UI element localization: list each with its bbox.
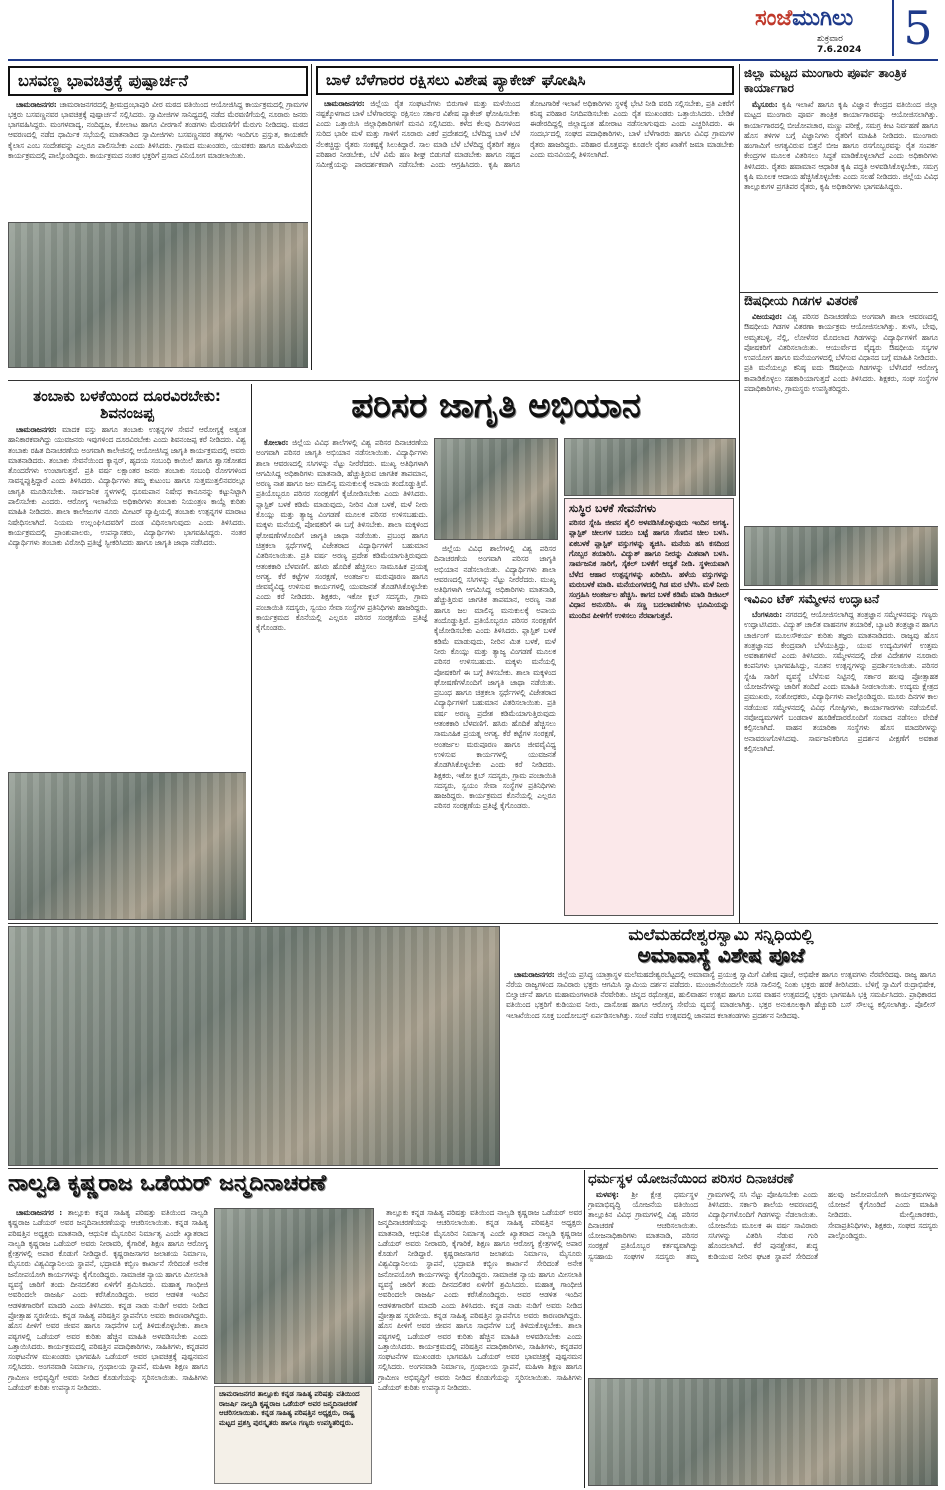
caption-nalvadi: ಚಾಮರಾಜನಗರ ತಾಲ್ಲೂಕು ಕನ್ನಡ ಸಾಹಿತ್ಯ ಪರಿಷತ್ತು ವತಿಯಿಂದ ರಾಜರ್ಷಿ ನಾಲ್ವಡಿ ಕೃಷ್ಣರಾಜ ಒಡೆಯರ್ ಅವರ ಜನ್ಮದಿನಾಚರಣೆ ಆಚರಿಸಲಾಯಿತು. ಕನ್ನಡ ಸಾಹಿತ್ಯ ಪರಿಷತ್ತಿನ ಅಧ್ಯಕ್ಷರು, ರಾಷ್ಟ್ರ ಮಟ್ಟದ ಪ್ರಶಸ್ತಿ ಪುರಸ್ಕೃತರು ಹಾಗೂ ಗಣ್ಯರು ಉಪಸ್ಥಿತರಿದ್ದರು. xyxy=(214,1386,372,1484)
text-environment-cont: ಜಿಲ್ಲೆಯ ವಿವಿಧ ಶಾಲೆಗಳಲ್ಲಿ ವಿಶ್ವ ಪರಿಸರ ದಿನಾಚರಣೆಯ ಅಂಗವಾಗಿ ಪರಿಸರ ಜಾಗೃತಿ ಅಭಿಯಾನ ನಡೆಸಲಾಯಿತು. ವಿದ್ಯಾರ್ಥಿಗಳು ಶಾಲಾ ಆವರಣದಲ್ಲಿ ಸಸಿಗಳನ್ನು ನೆಟ್ಟು ನೀರೆರೆದರು. ಮುಖ್ಯ ಅತಿಥಿಗಳಾಗಿ ಆಗಮಿಸಿದ್ದ ಅಧಿಕಾರಿಗಳು ಮಾತನಾಡಿ, ಹೆಚ್ಚುತ್ತಿರುವ ಜಾಗತಿಕ ತಾಪಮಾನ, ಅರಣ್ಯ ನಾಶ ಹಾಗೂ ಜಲ ಮಾಲಿನ್ಯ ಮನುಕುಲಕ್ಕೆ ಅಪಾಯ ತಂದೊಡ್ಡುತ್ತಿವೆ. ಪ್ರತಿಯೊಬ್ಬರೂ ಪರಿಸರ ಸಂರಕ್ಷಣೆಗೆ ಕೈಜೋಡಿಸಬೇಕು ಎಂದು ತಿಳಿಸಿದರು. ಪ್ಲಾಸ್ಟಿಕ್ ಬಳಕೆ ಕಡಿಮೆ ಮಾಡುವುದು, ನೀರಿನ ಮಿತ ಬಳಕೆ, ಮಳೆ ನೀರು ಕೊಯ್ಲು ಮತ್ತು ತ್ಯಾಜ್ಯ ವಿಂಗಡಣೆ ಮೂಲಕ ಪರಿಸರ ಉಳಿಸಬಹುದು. ಮಕ್ಕಳು ಮನೆಯಲ್ಲಿ ಪೋಷಕರಿಗೆ ಈ ಬಗ್ಗೆ ತಿಳಿಸಬೇಕು. ಶಾಲಾ ಮಕ್ಕಳಿಂದ ಘೋಷಣೆಗಳೊಂದಿಗೆ ಜಾಗೃತಿ ಜಾಥಾ ನಡೆಯಿತು. ಪ್ರಬಂಧ ಹಾಗೂ ಚಿತ್ರಕಲಾ ಸ್ಪರ್ಧೆಗಳಲ್ಲಿ ವಿಜೇತರಾದ ವಿದ್ಯಾರ್ಥಿಗಳಿಗೆ ಬಹುಮಾನ ವಿತರಿಸಲಾಯಿತು. ಪ್ರತಿ ವರ್ಷ ಅರಣ್ಯ ಪ್ರದೇಶ ಕಡಿಮೆಯಾಗುತ್ತಿರುವುದು ಆತಂಕಕಾರಿ ಬೆಳವಣಿಗೆ. ಹಸಿರು ಹೊದಿಕೆ ಹೆಚ್ಚಿಸಲು ಸಾಮೂಹಿಕ ಪ್ರಯತ್ನ ಅಗತ್ಯ. ಕೆರೆ ಕಟ್ಟೆಗಳ ಸಂರಕ್ಷಣೆ, ಅಂತರ್ಜಲ ಮರುಪೂರಣ ಹಾಗೂ ಜೀವವೈವಿಧ್ಯ ಉಳಿಸುವ ಕಾರ್ಯಗಳಲ್ಲಿ ಯುವಜನತೆ ತೊಡಗಿಸಿಕೊಳ್ಳಬೇಕು ಎಂದು ಕರೆ ನೀಡಿದರು. ಶಿಕ್ಷಕರು, ಇಕೋ ಕ್ಲಬ್ ಸದಸ್ಯರು, ಗ್ರಾಮ ಪಂಚಾಯಿತಿ ಸದಸ್ಯರು, ಸ್ವಯಂ ಸೇವಾ ಸಂಸ್ಥೆಗಳ ಪ್ರತಿನಿಧಿಗಳು ಹಾಜರಿದ್ದರು. ಕಾರ್ಯಕ್ರಮದ ಕೊನೆಯಲ್ಲಿ ಎಲ್ಲರೂ ಪರಿಸರ ಸಂರಕ್ಷಣೆಯ ಪ್ರತಿಜ್ಞೆ ಕೈಗೊಂಡರು. xyxy=(434,544,556,811)
masthead xyxy=(0,0,945,58)
text-nalvadi: ತಾಲ್ಲೂಕು ಕನ್ನಡ ಸಾಹಿತ್ಯ ಪರಿಷತ್ತು ವತಿಯಿಂದ ನಾಲ್ವಡಿ ಕೃಷ್ಣರಾಜ ಒಡೆಯರ್ ಅವರ ಜನ್ಮದಿನಾಚರಣೆಯನ್ನು ಆಚರಿಸಲಾಯಿತು. ಕನ್ನಡ ಸಾಹಿತ್ಯ ಪರಿಷತ್ತಿನ ಅಧ್ಯಕ್ಷರು ಮಾತನಾಡಿ, ಆಧುನಿಕ ಮೈಸೂರಿನ ನಿರ್ಮಾತೃ ಎಂದೇ ಖ್ಯಾತರಾದ ನಾಲ್ವಡಿ ಕೃಷ್ಣರಾಜ ಒಡೆಯರ್ ಅವರು ನೀರಾವರಿ, ಕೈಗಾರಿಕೆ, ಶಿಕ್ಷಣ ಹಾಗೂ ಆರೋಗ್ಯ ಕ್ಷೇತ್ರಗಳಲ್ಲಿ ಅಪಾರ ಕೊಡುಗೆ ನೀಡಿದ್ದಾರೆ. ಕೃಷ್ಣರಾಜಸಾಗರ ಜಲಾಶಯ ನಿರ್ಮಾಣ, ಮೈಸೂರು ವಿಶ್ವವಿದ್ಯಾನಿಲಯ ಸ್ಥಾಪನೆ, ಭದ್ರಾವತಿ ಕಬ್ಬಿಣ ಕಾರ್ಖಾನೆ ಸೇರಿದಂತೆ ಅನೇಕ ಜನೋಪಯೋಗಿ ಕಾರ್ಯಗಳನ್ನು ಕೈಗೊಂಡಿದ್ದರು. ಸಾಮಾಜಿಕ ನ್ಯಾಯ ಹಾಗೂ ಮೀಸಲಾತಿ ವ್ಯವಸ್ಥೆ ಜಾರಿಗೆ ತಂದು ದೀನದಲಿತರ ಏಳಿಗೆಗೆ ಶ್ರಮಿಸಿದರು. ಮಹಾತ್ಮ ಗಾಂಧೀಜಿ ಅವರಿಂದಲೇ ರಾಜರ್ಷಿ ಎಂದು ಕರೆಸಿಕೊಂಡಿದ್ದರು. ಅವರ ಆಡಳಿತ ಇಂದಿನ ಆಡಳಿತಗಾರರಿಗೆ ಮಾದರಿ ಎಂದು ತಿಳಿಸಿದರು. ಕನ್ನಡ ನಾಡು ನುಡಿಗೆ ಅವರು ನೀಡಿದ ಪ್ರೋತ್ಸಾಹ ಸ್ಮರಣೀಯ. ಕನ್ನಡ ಸಾಹಿತ್ಯ ಪರಿಷತ್ತಿನ ಸ್ಥಾಪನೆಗೂ ಅವರು ಕಾರಣರಾಗಿದ್ದರು. ಹೊಸ ಪೀಳಿಗೆ ಅವರ ಜೀವನ ಹಾಗೂ ಸಾಧನೆಗಳ ಬಗ್ಗೆ ತಿಳಿದುಕೊಳ್ಳಬೇಕು. ಶಾಲಾ ಪಠ್ಯಗಳಲ್ಲಿ ಒಡೆಯರ್ ಅವರ ಕುರಿತು ಹೆಚ್ಚಿನ ಮಾಹಿತಿ ಅಳವಡಿಸಬೇಕು ಎಂದು ಒತ್ತಾಯಿಸಿದರು. ಕಾರ್ಯಕ್ರಮದಲ್ಲಿ ಪರಿಷತ್ತಿನ ಪದಾಧಿಕಾರಿಗಳು, ಸಾಹಿತಿಗಳು, ಕನ್ನಡಪರ ಸಂಘಟನೆಗಳ ಮುಖಂಡರು ಭಾಗವಹಿಸಿ ಒಡೆಯರ್ ಅವರ ಭಾವಚಿತ್ರಕ್ಕೆ ಪುಷ್ಪನಮನ ಸಲ್ಲಿಸಿದರು. ಅಂಗನವಾಡಿ ನಿರ್ಮಾಣ, ಗ್ರಂಥಾಲಯ ಸ್ಥಾಪನೆ, ಮಹಿಳಾ ಶಿಕ್ಷಣ ಹಾಗೂ ಗ್ರಾಮೀಣ ಅಭಿವೃದ್ಧಿಗೆ ಅವರು ನೀಡಿದ ಕೊಡುಗೆಯನ್ನು ಸ್ಮರಿಸಲಾಯಿತು. ಸಾಹಿತಿಗಳು ಒಡೆಯರ್ ಕುರಿತು ಉಪನ್ಯಾಸ ನೀಡಿದರು. xyxy=(8,1208,208,1393)
page-number: 5 xyxy=(892,0,942,56)
headline-environment: ಪರಿಸರ ಜಾಗೃತಿ ಅಭಿಯಾನ xyxy=(351,388,641,426)
headline-evtech: ಇವಿಎಂ ಟೆಕ್ ಸಮ್ಮೇಳನ ಉದ್ಘಾಟನೆ xyxy=(744,592,880,606)
body-nalvadi xyxy=(8,1208,208,1484)
text-banana: ಜಿಲ್ಲೆಯ ರೈತ ಸಂಘಟನೆಗಳು ಬಿರುಗಾಳಿ ಮತ್ತು ಮಳೆಯಿಂದ ನಷ್ಟಕ್ಕೊಳಗಾದ ಬಾಳೆ ಬೆಳೆಗಾರರನ್ನು ರಕ್ಷಿಸಲು ಸರ್ಕಾರ ವಿಶೇಷ ಪ್ಯಾಕೇಜ್ ಘೋಷಿಸಬೇಕು ಎಂದು ಒತ್ತಾಯಿಸಿ ಜಿಲ್ಲಾಧಿಕಾರಿಗಳಿಗೆ ಮನವಿ ಸಲ್ಲಿಸಿದರು. ಕಳೆದ ಕೆಲವು ದಿನಗಳಿಂದ ಸುರಿದ ಭಾರೀ ಮಳೆ ಮತ್ತು ಗಾಳಿಗೆ ನೂರಾರು ಎಕರೆ ಪ್ರದೇಶದಲ್ಲಿ ಬೆಳೆದಿದ್ದ ಬಾಳೆ ಬೆಳೆ ನೆಲಕಚ್ಚಿದ್ದು ರೈತರು ಸಂಕಷ್ಟಕ್ಕೆ ಸಿಲುಕಿದ್ದಾರೆ. ಸಾಲ ಮಾಡಿ ಬೆಳೆ ಬೆಳೆದಿದ್ದ ರೈತರಿಗೆ ತಕ್ಷಣ ಪರಿಹಾರ ನೀಡಬೇಕು, ಬೆಳೆ ವಿಮೆ ಹಣ ಶೀಘ್ರ ಬಿಡುಗಡೆ ಮಾಡಬೇಕು ಹಾಗೂ ನಷ್ಟದ ಸಮೀಕ್ಷೆಯನ್ನು ಪಾರದರ್ಶಕವಾಗಿ ನಡೆಸಬೇಕು ಎಂದು ಆಗ್ರಹಿಸಿದರು. ಕೃಷಿ ಹಾಗೂ ತೋಟಗಾರಿಕೆ ಇಲಾಖೆ ಅಧಿಕಾರಿಗಳು ಸ್ಥಳಕ್ಕೆ ಭೇಟಿ ನೀಡಿ ವರದಿ ಸಲ್ಲಿಸಬೇಕು, ಪ್ರತಿ ಎಕರೆಗೆ ಕನಿಷ್ಠ ಪರಿಹಾರ ನಿಗದಿಪಡಿಸಬೇಕು ಎಂದು ರೈತ ಮುಖಂಡರು ಒತ್ತಾಯಿಸಿದರು. ಬೇಡಿಕೆ ಈಡೇರದಿದ್ದಲ್ಲಿ ಜಿಲ್ಲಾದ್ಯಂತ ಹೋರಾಟ ನಡೆಸಲಾಗುವುದು ಎಂದು ಎಚ್ಚರಿಸಿದರು. ಈ ಸಂದರ್ಭದಲ್ಲಿ ಸಂಘದ ಪದಾಧಿಕಾರಿಗಳು, ಬಾಳೆ ಬೆಳೆಗಾರರು ಹಾಗೂ ವಿವಿಧ ಗ್ರಾಮಗಳ ರೈತರು ಹಾಜರಿದ್ದರು. ಪರಿಹಾರ ಮೊತ್ತವನ್ನು ಕೂಡಲೇ ರೈತರ ಖಾತೆಗೆ ಜಮಾ ಮಾಡಬೇಕು ಎಂದು ಮನವಿಯಲ್ಲಿ ತಿಳಿಸಲಾಗಿದೆ. xyxy=(316,98,734,170)
brand-name xyxy=(755,6,853,31)
photo-temple xyxy=(8,926,500,1166)
headline-mm-hills-1: ಮಲೆಮಹದೇಶ್ವರಸ್ವಾಮಿ ಸನ್ನಿಧಿಯಲ್ಲಿ xyxy=(628,926,814,944)
photo-basavanna xyxy=(8,222,308,368)
hline-3 xyxy=(740,589,938,590)
body-basavanna xyxy=(8,100,308,220)
masthead-divider xyxy=(8,59,938,61)
body-dharmasthala xyxy=(588,1190,938,1372)
headline-banana: ಬಾಳೆ ಬೆಳೆಗಾರರ ರಕ್ಷಿಸಲು ವಿಶೇಷ ಪ್ಯಾಕೇಜ್ ಘೋಷಿಸಿ xyxy=(316,66,734,95)
rule-right-col xyxy=(739,64,740,924)
photo-environment-2 xyxy=(564,438,736,496)
photo-tobacco xyxy=(8,772,246,920)
headline-sustainable: ಸುಸ್ಥಿರ ಬಳಕೆ ಸೇವನೆಗಳು xyxy=(569,502,657,515)
issue-day: ಶುಕ್ರವಾರ xyxy=(817,34,843,44)
headline-mm-hills-2: ಅಮಾವಾಸ್ಯೆ ವಿಶೇಷ ಪೂಜೆ xyxy=(637,942,805,967)
text-dharmasthala: ಶ್ರೀ ಕ್ಷೇತ್ರ ಧರ್ಮಸ್ಥಳ ಗ್ರಾಮಾಭಿವೃದ್ಧಿ ಯೋಜನೆಯ ವತಿಯಿಂದ ತಾಲ್ಲೂಕಿನ ವಿವಿಧ ಗ್ರಾಮಗಳಲ್ಲಿ ವಿಶ್ವ ಪರಿಸರ ದಿನಾಚರಣೆ ಆಚರಿಸಲಾಯಿತು. ಯೋಜನಾಧಿಕಾರಿಗಳು ಮಾತನಾಡಿ, ಪರಿಸರ ಸಂರಕ್ಷಣೆ ಪ್ರತಿಯೊಬ್ಬರ ಕರ್ತವ್ಯವಾಗಿದ್ದು ಸ್ವಸಹಾಯ ಸಂಘಗಳ ಸದಸ್ಯರು ತಮ್ಮ ಗ್ರಾಮಗಳಲ್ಲಿ ಸಸಿ ನೆಟ್ಟು ಪೋಷಿಸಬೇಕು ಎಂದು ತಿಳಿಸಿದರು. ಸರ್ಕಾರಿ ಶಾಲೆಯ ಆವರಣದಲ್ಲಿ ವಿದ್ಯಾರ್ಥಿಗಳೊಂದಿಗೆ ಗಿಡಗಳನ್ನು ನೆಡಲಾಯಿತು. ಯೋಜನೆಯ ಮೂಲಕ ಈ ವರ್ಷ ಸಾವಿರಾರು ಸಸಿಗಳನ್ನು ವಿತರಿಸಿ ನೆಡುವ ಗುರಿ ಹೊಂದಲಾಗಿದೆ. ಕೆರೆ ಪುನಶ್ಚೇತನ, ಶುದ್ಧ ಕುಡಿಯುವ ನೀರಿನ ಘಟಕ ಸ್ಥಾಪನೆ ಸೇರಿದಂತೆ ಹಲವು ಜನೋಪಯೋಗಿ ಕಾರ್ಯಕ್ರಮಗಳನ್ನು ಯೋಜನೆ ಕೈಗೊಂಡಿದೆ ಎಂದು ಮಾಹಿತಿ ನೀಡಿದರು. ಮೇಲ್ವಿಚಾರಕರು, ಸೇವಾಪ್ರತಿನಿಧಿಗಳು, ಶಿಕ್ಷಕರು, ಸಂಘದ ಸದಸ್ಯರು ಪಾಲ್ಗೊಂಡಿದ್ದರು. xyxy=(588,1189,938,1261)
body-evtech xyxy=(744,610,938,916)
text-herbal: ವಿಶ್ವ ಪರಿಸರ ದಿನಾಚರಣೆಯ ಅಂಗವಾಗಿ ಶಾಲಾ ಆವರಣದಲ್ಲಿ ಔಷಧೀಯ ಗಿಡಗಳ ವಿತರಣಾ ಕಾರ್ಯಕ್ರಮ ಆಯೋಜಿಸಲಾಗಿತ್ತು. ತುಳಸಿ, ಬೇವು, ಅಮೃತಬಳ್ಳಿ, ನೆಲ್ಲಿ, ಲೋಳೆಸರ ಮೊದಲಾದ ಗಿಡಗಳನ್ನು ವಿದ್ಯಾರ್ಥಿಗಳಿಗೆ ಹಾಗೂ ಪೋಷಕರಿಗೆ ವಿತರಿಸಲಾಯಿತು. ಆಯುರ್ವೇದ ವೈದ್ಯರು ಔಷಧೀಯ ಸಸ್ಯಗಳ ಉಪಯೋಗ ಹಾಗೂ ಮನೆಯಂಗಳದಲ್ಲಿ ಬೆಳೆಸುವ ವಿಧಾನದ ಬಗ್ಗೆ ಮಾಹಿತಿ ನೀಡಿದರು. ಪ್ರತಿ ಮನೆಯಲ್ಲೂ ಕನಿಷ್ಠ ಐದು ಔಷಧೀಯ ಗಿಡಗಳನ್ನು ಬೆಳೆಸಿದರೆ ಆರೋಗ್ಯ ಕಾಪಾಡಿಕೊಳ್ಳಲು ಸಹಕಾರಿಯಾಗುತ್ತದೆ ಎಂದು ತಿಳಿಸಿದರು. ಶಿಕ್ಷಕರು, ಸಂಘ ಸಂಸ್ಥೆಗಳ ಪದಾಧಿಕಾರಿಗಳು, ಗ್ರಾಮಸ್ಥರು ಉಪಸ್ಥಿತರಿದ್ದರು. xyxy=(744,312,938,394)
photo-herbal xyxy=(744,526,938,586)
article-tobacco xyxy=(8,388,246,920)
article-banana xyxy=(316,66,734,368)
headline-nalvadi: ನಾಲ್ವಡಿ ಕೃಷ್ಣರಾಜ ಒಡೆಯರ್ ಜನ್ಮದಿನಾಚರಣೆ xyxy=(8,1172,326,1196)
text-basavanna: ಚಾಮರಾಜನಗರದಲ್ಲಿ ಶ್ರೀಮದ್ರಂಭಾಪುರಿ ವೀರ ಮಠದ ವತಿಯಿಂದ ಆಯೋಜಿಸಿದ್ದ ಕಾರ್ಯಕ್ರಮದಲ್ಲಿ ಗ್ರಾಮಗಳ ಭಕ್ತರು ಬಸವಣ್ಣನವರ ಭಾವಚಿತ್ರಕ್ಕೆ ಪುಷ್ಪಾರ್ಚನೆ ಸಲ್ಲಿಸಿದರು. ಸ್ವಾಮೀಜಿಗಳ ಸಾನಿಧ್ಯದಲ್ಲಿ ನಡೆದ ಮೆರವಣಿಗೆಯಲ್ಲಿ ನೂರಾರು ಜನರು ಭಾಗವಹಿಸಿದ್ದರು. ಮಂಗಳವಾದ್ಯ, ನಂದಿಧ್ವಜ, ಕೋಲಾಟ ಹಾಗೂ ವೀರಗಾಸೆ ತಂಡಗಳು ಮೆರವಣಿಗೆಗೆ ಮೆರುಗು ನೀಡಿದವು. ಮಠದ ಆವರಣದಲ್ಲಿ ನಡೆದ ಧಾರ್ಮಿಕ ಸಭೆಯಲ್ಲಿ ಮಾತನಾಡಿದ ಸ್ವಾಮೀಜಿಗಳು ಬಸವಣ್ಣನವರ ತತ್ವಗಳು ಇಂದಿಗೂ ಪ್ರಸ್ತುತ, ಕಾಯಕವೇ ಕೈಲಾಸ ಎಂಬ ಸಂದೇಶವನ್ನು ಎಲ್ಲರೂ ಪಾಲಿಸಬೇಕು ಎಂದು ತಿಳಿಸಿದರು. ಗ್ರಾಮದ ಮುಖಂಡರು, ಯುವಕರು ಹಾಗೂ ಮಹಿಳೆಯರು ಕಾರ್ಯಕ್ರಮದಲ್ಲಿ ಪಾಲ್ಗೊಂಡಿದ್ದರು. ಕಾರ್ಯಕ್ರಮದ ನಂತರ ಭಕ್ತರಿಗೆ ಪ್ರಸಾದ ವಿನಿಯೋಗ ಮಾಡಲಾಯಿತು. xyxy=(8,99,308,161)
dateline-mm-hills: ಚಾಮರಾಜನಗರ: xyxy=(514,969,555,979)
body-environment xyxy=(256,438,428,916)
article-mm-hills xyxy=(8,926,938,1166)
body-nalvadi-cont xyxy=(378,1208,582,1484)
article-monsoon xyxy=(744,66,938,292)
article-basavanna xyxy=(8,66,308,368)
mm-hills-text xyxy=(506,926,936,1164)
dateline-banana: ಚಾಮರಾಜನಗರ: xyxy=(324,98,365,108)
dateline-basavanna: ಚಾಮರಾಜನಗರ: xyxy=(16,99,57,109)
headline-basavanna: ಬಸವಣ್ಣ ಭಾವಚಿತ್ರಕ್ಕೆ ಪುಷ್ಪಾರ್ಚನೆ xyxy=(8,66,308,96)
brand-part2: ಮುಗಿಲು xyxy=(792,6,854,31)
rule-mid-left xyxy=(251,384,252,922)
headline-dharmasthala: ಧರ್ಮಸ್ಥಳ ಯೋಜನೆಯಿಂದ ಪರಿಸರ ದಿನಾಚರಣೆ xyxy=(588,1172,794,1187)
body-sustainable: ಪರಿಸರ ಸ್ನೇಹಿ ಜೀವನ ಶೈಲಿ ಅಳವಡಿಸಿಕೊಳ್ಳುವುದು ಇಂದಿನ ಅಗತ್ಯ. ಪ್ಲಾಸ್ಟಿಕ್ ಚೀಲಗಳ ಬದಲು ಬಟ್ಟೆ ಹಾಗೂ ಸೆಣಬಿನ ಚೀಲ ಬಳಸಿ. ಏಕಬಳಕೆ ಪ್ಲಾಸ್ಟಿಕ್ ವಸ್ತುಗಳನ್ನು ತ್ಯಜಿಸಿ. ಮನೆಯ ಹಸಿ ಕಸದಿಂದ ಗೊಬ್ಬರ ತಯಾರಿಸಿ. ವಿದ್ಯುತ್ ಹಾಗೂ ನೀರನ್ನು ಮಿತವಾಗಿ ಬಳಸಿ. ಸಾರ್ವಜನಿಕ ಸಾರಿಗೆ, ಸೈಕಲ್ ಬಳಕೆಗೆ ಆದ್ಯತೆ ನೀಡಿ. ಸ್ಥಳೀಯವಾಗಿ ಬೆಳೆದ ಆಹಾರ ಉತ್ಪನ್ನಗಳನ್ನು ಖರೀದಿಸಿ. ಹಳೆಯ ವಸ್ತುಗಳನ್ನು ಮರುಬಳಕೆ ಮಾಡಿ. ಮನೆಯಂಗಳದಲ್ಲಿ ಗಿಡ ಮರ ಬೆಳೆಸಿ. ಮಳೆ ನೀರು ಸಂಗ್ರಹಿಸಿ ಅಂತರ್ಜಲ ಹೆಚ್ಚಿಸಿ. ಕಾಗದ ಬಳಕೆ ಕಡಿಮೆ ಮಾಡಿ ಡಿಜಿಟಲ್ ವಿಧಾನ ಅನುಸರಿಸಿ. ಈ ಸಣ್ಣ ಬದಲಾವಣೆಗಳು ಭೂಮಿಯನ್ನು ಮುಂದಿನ ಪೀಳಿಗೆಗೆ ಉಳಿಸಲು ನೆರವಾಗುತ್ತವೆ. xyxy=(569,518,729,620)
hline-2 xyxy=(740,292,938,293)
hline-4 xyxy=(8,923,938,924)
rule-bottom xyxy=(584,1170,585,1488)
dateline-tobacco: ಚಾಮರಾಜನಗರ: xyxy=(16,425,57,434)
dateline-dharmasthala: ಮಳವಳ್ಳಿ: xyxy=(596,1189,619,1199)
article-environment xyxy=(256,388,736,920)
headline-herbal: ಔಷಧೀಯ ಗಿಡಗಳ ವಿತರಣೆ xyxy=(744,294,858,309)
brand-part1: ಸಂಜೆ xyxy=(755,6,793,31)
headline-monsoon: ಜಿಲ್ಲಾ ಮಟ್ಟದ ಮುಂಗಾರು ಪೂರ್ವ ತಾಂತ್ರಿಕ ಕಾರ್ಯಾಗಾರ xyxy=(744,66,907,95)
issue-date: 7.6.2024 xyxy=(817,45,862,55)
headline-tobacco: ತಂಬಾಕು ಬಳಕೆಯಿಂದ ದೂರವಿರಬೇಕು: ಶಿವನಂಜಪ್ಪ xyxy=(33,388,221,422)
body-banana xyxy=(316,99,734,367)
text-evtech: ನಗರದಲ್ಲಿ ಆಯೋಜಿಸಲಾಗಿದ್ದ ತಂತ್ರಜ್ಞಾನ ಸಮ್ಮೇಳನವನ್ನು ಗಣ್ಯರು ಉದ್ಘಾಟಿಸಿದರು. ವಿದ್ಯುತ್ ಚಾಲಿತ ವಾಹನಗಳ ತಯಾರಿಕೆ, ಬ್ಯಾಟರಿ ತಂತ್ರಜ್ಞಾನ ಹಾಗೂ ಚಾರ್ಜಿಂಗ್ ಮೂಲಸೌಕರ್ಯ ಕುರಿತು ತಜ್ಞರು ಮಾತನಾಡಿದರು. ರಾಜ್ಯವು ಹೊಸ ತಂತ್ರಜ್ಞಾನದ ಕೇಂದ್ರವಾಗಿ ಬೆಳೆಯುತ್ತಿದ್ದು, ಯುವ ಉದ್ಯಮಿಗಳಿಗೆ ಉತ್ತಮ ಅವಕಾಶಗಳಿವೆ ಎಂದು ತಿಳಿಸಿದರು. ಸಮ್ಮೇಳನದಲ್ಲಿ ದೇಶ ವಿದೇಶಗಳ ನೂರಾರು ಕಂಪನಿಗಳು ಭಾಗವಹಿಸಿದ್ದು, ನೂತನ ಉತ್ಪನ್ನಗಳನ್ನು ಪ್ರದರ್ಶಿಸಲಾಯಿತು. ಪರಿಸರ ಸ್ನೇಹಿ ಸಾರಿಗೆ ವ್ಯವಸ್ಥೆ ಬೆಳೆಸುವ ನಿಟ್ಟಿನಲ್ಲಿ ಸರ್ಕಾರ ಹಲವು ಪ್ರೋತ್ಸಾಹಕ ಯೋಜನೆಗಳನ್ನು ಜಾರಿಗೆ ತಂದಿದೆ ಎಂದು ಮಾಹಿತಿ ನೀಡಲಾಯಿತು. ಉದ್ಯಮ ಕ್ಷೇತ್ರದ ಪ್ರಮುಖರು, ಸಂಶೋಧಕರು, ವಿದ್ಯಾರ್ಥಿಗಳು ಪಾಲ್ಗೊಂಡಿದ್ದರು. ಮೂರು ದಿನಗಳ ಕಾಲ ನಡೆಯುವ ಸಮ್ಮೇಳನದಲ್ಲಿ ವಿವಿಧ ಗೋಷ್ಠಿಗಳು, ಕಾರ್ಯಾಗಾರಗಳು ನಡೆಯಲಿವೆ. ನವೋದ್ಯಮಗಳಿಗೆ ಬಂಡವಾಳ ಹೂಡಿಕೆದಾರರೊಂದಿಗೆ ಸಂವಾದ ನಡೆಸಲು ವೇದಿಕೆ ಕಲ್ಪಿಸಲಾಗಿದೆ. ವಾಹನ ತಯಾರಿಕಾ ಸಂಸ್ಥೆಗಳು ಹೊಸ ಮಾದರಿಗಳನ್ನು ಅನಾವರಣಗೊಳಿಸಿದವು. ಸಾರ್ವಜನಿಕರಿಗೂ ಪ್ರದರ್ಶನ ವೀಕ್ಷಣೆಗೆ ಅವಕಾಶ ಕಲ್ಪಿಸಲಾಗಿದೆ. xyxy=(744,610,938,753)
text-monsoon: ಕೃಷಿ ಇಲಾಖೆ ಹಾಗೂ ಕೃಷಿ ವಿಜ್ಞಾನ ಕೇಂದ್ರದ ವತಿಯಿಂದ ಜಿಲ್ಲಾ ಮಟ್ಟದ ಮುಂಗಾರು ಪೂರ್ವ ತಾಂತ್ರಿಕ ಕಾರ್ಯಾಗಾರವನ್ನು ಆಯೋಜಿಸಲಾಗಿತ್ತು. ಕಾರ್ಯಾಗಾರದಲ್ಲಿ ಬೀಜೋಪಚಾರ, ಮಣ್ಣು ಪರೀಕ್ಷೆ, ಸಮಗ್ರ ಕೀಟ ನಿರ್ವಹಣೆ ಹಾಗೂ ಹೊಸ ತಳಿಗಳ ಬಗ್ಗೆ ವಿಜ್ಞಾನಿಗಳು ರೈತರಿಗೆ ಮಾಹಿತಿ ನೀಡಿದರು. ಮುಂಗಾರು ಹಂಗಾಮಿಗೆ ಅಗತ್ಯವಿರುವ ಬಿತ್ತನೆ ಬೀಜ ಹಾಗೂ ರಸಗೊಬ್ಬರವನ್ನು ರೈತ ಸಂಪರ್ಕ ಕೇಂದ್ರಗಳ ಮೂಲಕ ವಿತರಿಸಲು ಸಿದ್ಧತೆ ಮಾಡಿಕೊಳ್ಳಲಾಗಿದೆ ಎಂದು ಅಧಿಕಾರಿಗಳು ತಿಳಿಸಿದರು. ರೈತರು ಹವಾಮಾನ ಆಧಾರಿತ ಕೃಷಿ ಪದ್ಧತಿ ಅಳವಡಿಸಿಕೊಳ್ಳಬೇಕು, ಸಮಗ್ರ ಕೃಷಿ ಮೂಲಕ ಆದಾಯ ಹೆಚ್ಚಿಸಿಕೊಳ್ಳಬೇಕು ಎಂದು ಸಲಹೆ ನೀಡಿದರು. ಜಿಲ್ಲೆಯ ವಿವಿಧ ತಾಲ್ಲೂಕುಗಳ ಪ್ರಗತಿಪರ ರೈತರು, ಕೃಷಿ ಅಧಿಕಾರಿಗಳು ಭಾಗವಹಿಸಿದ್ದರು. xyxy=(744,100,938,192)
body-environment-cont xyxy=(434,544,556,916)
body-tobacco xyxy=(8,425,246,775)
dateline-evtech: ಬೆಂಗಳೂರು: xyxy=(752,610,783,619)
brand-logo xyxy=(755,4,885,56)
text-nalvadi-cont: ತಾಲ್ಲೂಕು ಕನ್ನಡ ಸಾಹಿತ್ಯ ಪರಿಷತ್ತು ವತಿಯಿಂದ ನಾಲ್ವಡಿ ಕೃಷ್ಣರಾಜ ಒಡೆಯರ್ ಅವರ ಜನ್ಮದಿನಾಚರಣೆಯನ್ನು ಆಚರಿಸಲಾಯಿತು. ಕನ್ನಡ ಸಾಹಿತ್ಯ ಪರಿಷತ್ತಿನ ಅಧ್ಯಕ್ಷರು ಮಾತನಾಡಿ, ಆಧುನಿಕ ಮೈಸೂರಿನ ನಿರ್ಮಾತೃ ಎಂದೇ ಖ್ಯಾತರಾದ ನಾಲ್ವಡಿ ಕೃಷ್ಣರಾಜ ಒಡೆಯರ್ ಅವರು ನೀರಾವರಿ, ಕೈಗಾರಿಕೆ, ಶಿಕ್ಷಣ ಹಾಗೂ ಆರೋಗ್ಯ ಕ್ಷೇತ್ರಗಳಲ್ಲಿ ಅಪಾರ ಕೊಡುಗೆ ನೀಡಿದ್ದಾರೆ. ಕೃಷ್ಣರಾಜಸಾಗರ ಜಲಾಶಯ ನಿರ್ಮಾಣ, ಮೈಸೂರು ವಿಶ್ವವಿದ್ಯಾನಿಲಯ ಸ್ಥಾಪನೆ, ಭದ್ರಾವತಿ ಕಬ್ಬಿಣ ಕಾರ್ಖಾನೆ ಸೇರಿದಂತೆ ಅನೇಕ ಜನೋಪಯೋಗಿ ಕಾರ್ಯಗಳನ್ನು ಕೈಗೊಂಡಿದ್ದರು. ಸಾಮಾಜಿಕ ನ್ಯಾಯ ಹಾಗೂ ಮೀಸಲಾತಿ ವ್ಯವಸ್ಥೆ ಜಾರಿಗೆ ತಂದು ದೀನದಲಿತರ ಏಳಿಗೆಗೆ ಶ್ರಮಿಸಿದರು. ಮಹಾತ್ಮ ಗಾಂಧೀಜಿ ಅವರಿಂದಲೇ ರಾಜರ್ಷಿ ಎಂದು ಕರೆಸಿಕೊಂಡಿದ್ದರು. ಅವರ ಆಡಳಿತ ಇಂದಿನ ಆಡಳಿತಗಾರರಿಗೆ ಮಾದರಿ ಎಂದು ತಿಳಿಸಿದರು. ಕನ್ನಡ ನಾಡು ನುಡಿಗೆ ಅವರು ನೀಡಿದ ಪ್ರೋತ್ಸಾಹ ಸ್ಮರಣೀಯ. ಕನ್ನಡ ಸಾಹಿತ್ಯ ಪರಿಷತ್ತಿನ ಸ್ಥಾಪನೆಗೂ ಅವರು ಕಾರಣರಾಗಿದ್ದರು. ಹೊಸ ಪೀಳಿಗೆ ಅವರ ಜೀವನ ಹಾಗೂ ಸಾಧನೆಗಳ ಬಗ್ಗೆ ತಿಳಿದುಕೊಳ್ಳಬೇಕು. ಶಾಲಾ ಪಠ್ಯಗಳಲ್ಲಿ ಒಡೆಯರ್ ಅವರ ಕುರಿತು ಹೆಚ್ಚಿನ ಮಾಹಿತಿ ಅಳವಡಿಸಬೇಕು ಎಂದು ಒತ್ತಾಯಿಸಿದರು. ಕಾರ್ಯಕ್ರಮದಲ್ಲಿ ಪರಿಷತ್ತಿನ ಪದಾಧಿಕಾರಿಗಳು, ಸಾಹಿತಿಗಳು, ಕನ್ನಡಪರ ಸಂಘಟನೆಗಳ ಮುಖಂಡರು ಭಾಗವಹಿಸಿ ಒಡೆಯರ್ ಅವರ ಭಾವಚಿತ್ರಕ್ಕೆ ಪುಷ್ಪನಮನ ಸಲ್ಲಿಸಿದರು. ಅಂಗನವಾಡಿ ನಿರ್ಮಾಣ, ಗ್ರಂಥಾಲಯ ಸ್ಥಾಪನೆ, ಮಹಿಳಾ ಶಿಕ್ಷಣ ಹಾಗೂ ಗ್ರಾಮೀಣ ಅಭಿವೃದ್ಧಿಗೆ ಅವರು ನೀಡಿದ ಕೊಡುಗೆಯನ್ನು ಸ್ಮರಿಸಲಾಯಿತು. ಸಾಹಿತಿಗಳು ಒಡೆಯರ್ ಕುರಿತು ಉಪನ್ಯಾಸ ನೀಡಿದರು. xyxy=(378,1208,582,1393)
box-sustainable xyxy=(564,498,734,916)
rule-top-center xyxy=(311,64,312,370)
text-mm-hills: ಜಿಲ್ಲೆಯ ಪ್ರಸಿದ್ಧ ಯಾತ್ರಾಸ್ಥಳ ಮಲೆಮಹದೇಶ್ವರಬೆಟ್ಟದಲ್ಲಿ ಅಮಾವಾಸ್ಯೆ ಪ್ರಯುಕ್ತ ಸ್ವಾಮಿಗೆ ವಿಶೇಷ ಪೂಜೆ, ಅಭಿಷೇಕ ಹಾಗೂ ಉತ್ಸವಗಳು ನೆರವೇರಿದವು. ರಾಜ್ಯ ಹಾಗೂ ನೆರೆಯ ರಾಜ್ಯಗಳಿಂದ ಸಾವಿರಾರು ಭಕ್ತರು ಆಗಮಿಸಿ ಸ್ವಾಮಿಯ ದರ್ಶನ ಪಡೆದರು. ಮುಂಜಾನೆಯಿಂದಲೇ ಸರತಿ ಸಾಲಿನಲ್ಲಿ ನಿಂತು ಭಕ್ತರು ಹರಕೆ ತೀರಿಸಿದರು. ಬೆಳಿಗ್ಗೆ ಸ್ವಾಮಿಗೆ ರುದ್ರಾಭಿಷೇಕ, ಬಿಲ್ವಾರ್ಚನೆ ಹಾಗೂ ಮಹಾಮಂಗಳಾರತಿ ನೆರವೇರಿತು. ಚಿನ್ನದ ರಥೋತ್ಸವ, ಹುಲಿವಾಹನ ಉತ್ಸವ ಹಾಗೂ ಬಸವ ವಾಹನ ಉತ್ಸವದಲ್ಲಿ ಭಕ್ತರು ಭಾಗವಹಿಸಿ ಭಕ್ತಿ ಸಮರ್ಪಿಸಿದರು. ಪ್ರಾಧಿಕಾರದ ವತಿಯಿಂದ ಭಕ್ತರಿಗೆ ಕುಡಿಯುವ ನೀರು, ದಾಸೋಹ ಹಾಗೂ ಆರೋಗ್ಯ ಸೇವೆಯ ವ್ಯವಸ್ಥೆ ಮಾಡಲಾಗಿತ್ತು. ಭಕ್ತರ ಅನುಕೂಲಕ್ಕಾಗಿ ಹೆಚ್ಚುವರಿ ಬಸ್ ಸೌಲಭ್ಯ ಕಲ್ಪಿಸಲಾಗಿತ್ತು. ಪೊಲೀಸ್ ಇಲಾಖೆಯಿಂದ ಸೂಕ್ತ ಬಂದೋಬಸ್ತ್ ಏರ್ಪಡಿಸಲಾಗಿತ್ತು. ಸಂಜೆ ನಡೆದ ಉತ್ಸವದಲ್ಲಿ ಜಾನಪದ ಕಲಾತಂಡಗಳು ಪ್ರದರ್ಶನ ನೀಡಿದವು. xyxy=(506,969,936,1020)
body-herbal xyxy=(744,312,938,524)
body-mm-hills xyxy=(506,970,936,1154)
article-nalvadi xyxy=(8,1172,582,1486)
dateline-environment: ಕೋಲಾರ: xyxy=(264,438,289,447)
text-environment: ಜಿಲ್ಲೆಯ ವಿವಿಧ ಶಾಲೆಗಳಲ್ಲಿ ವಿಶ್ವ ಪರಿಸರ ದಿನಾಚರಣೆಯ ಅಂಗವಾಗಿ ಪರಿಸರ ಜಾಗೃತಿ ಅಭಿಯಾನ ನಡೆಸಲಾಯಿತು. ವಿದ್ಯಾರ್ಥಿಗಳು ಶಾಲಾ ಆವರಣದಲ್ಲಿ ಸಸಿಗಳನ್ನು ನೆಟ್ಟು ನೀರೆರೆದರು. ಮುಖ್ಯ ಅತಿಥಿಗಳಾಗಿ ಆಗಮಿಸಿದ್ದ ಅಧಿಕಾರಿಗಳು ಮಾತನಾಡಿ, ಹೆಚ್ಚುತ್ತಿರುವ ಜಾಗತಿಕ ತಾಪಮಾನ, ಅರಣ್ಯ ನಾಶ ಹಾಗೂ ಜಲ ಮಾಲಿನ್ಯ ಮನುಕುಲಕ್ಕೆ ಅಪಾಯ ತಂದೊಡ್ಡುತ್ತಿವೆ. ಪ್ರತಿಯೊಬ್ಬರೂ ಪರಿಸರ ಸಂರಕ್ಷಣೆಗೆ ಕೈಜೋಡಿಸಬೇಕು ಎಂದು ತಿಳಿಸಿದರು. ಪ್ಲಾಸ್ಟಿಕ್ ಬಳಕೆ ಕಡಿಮೆ ಮಾಡುವುದು, ನೀರಿನ ಮಿತ ಬಳಕೆ, ಮಳೆ ನೀರು ಕೊಯ್ಲು ಮತ್ತು ತ್ಯಾಜ್ಯ ವಿಂಗಡಣೆ ಮೂಲಕ ಪರಿಸರ ಉಳಿಸಬಹುದು. ಮಕ್ಕಳು ಮನೆಯಲ್ಲಿ ಪೋಷಕರಿಗೆ ಈ ಬಗ್ಗೆ ತಿಳಿಸಬೇಕು. ಶಾಲಾ ಮಕ್ಕಳಿಂದ ಘೋಷಣೆಗಳೊಂದಿಗೆ ಜಾಗೃತಿ ಜಾಥಾ ನಡೆಯಿತು. ಪ್ರಬಂಧ ಹಾಗೂ ಚಿತ್ರಕಲಾ ಸ್ಪರ್ಧೆಗಳಲ್ಲಿ ವಿಜೇತರಾದ ವಿದ್ಯಾರ್ಥಿಗಳಿಗೆ ಬಹುಮಾನ ವಿತರಿಸಲಾಯಿತು. ಪ್ರತಿ ವರ್ಷ ಅರಣ್ಯ ಪ್ರದೇಶ ಕಡಿಮೆಯಾಗುತ್ತಿರುವುದು ಆತಂಕಕಾರಿ ಬೆಳವಣಿಗೆ. ಹಸಿರು ಹೊದಿಕೆ ಹೆಚ್ಚಿಸಲು ಸಾಮೂಹಿಕ ಪ್ರಯತ್ನ ಅಗತ್ಯ. ಕೆರೆ ಕಟ್ಟೆಗಳ ಸಂರಕ್ಷಣೆ, ಅಂತರ್ಜಲ ಮರುಪೂರಣ ಹಾಗೂ ಜೀವವೈವಿಧ್ಯ ಉಳಿಸುವ ಕಾರ್ಯಗಳಲ್ಲಿ ಯುವಜನತೆ ತೊಡಗಿಸಿಕೊಳ್ಳಬೇಕು ಎಂದು ಕರೆ ನೀಡಿದರು. ಶಿಕ್ಷಕರು, ಇಕೋ ಕ್ಲಬ್ ಸದಸ್ಯರು, ಗ್ರಾಮ ಪಂಚಾಯಿತಿ ಸದಸ್ಯರು, ಸ್ವಯಂ ಸೇವಾ ಸಂಸ್ಥೆಗಳ ಪ್ರತಿನಿಧಿಗಳು ಹಾಜರಿದ್ದರು. ಕಾರ್ಯಕ್ರಮದ ಕೊನೆಯಲ್ಲಿ ಎಲ್ಲರೂ ಪರಿಸರ ಸಂರಕ್ಷಣೆಯ ಪ್ರತಿಜ್ಞೆ ಕೈಗೊಂಡರು. xyxy=(256,438,428,633)
article-dharmasthala xyxy=(588,1172,938,1486)
dateline-herbal: ವಿಜಯಪುರ: xyxy=(752,312,783,321)
dateline-monsoon: ಮೈಸೂರು: xyxy=(752,100,778,109)
hline-5 xyxy=(8,1168,938,1169)
article-evtech xyxy=(744,592,938,922)
text-tobacco: ಮಾದಕ ವಸ್ತು ಹಾಗೂ ತಂಬಾಕು ಉತ್ಪನ್ನಗಳ ಸೇವನೆ ಆರೋಗ್ಯಕ್ಕೆ ಅತ್ಯಂತ ಹಾನಿಕಾರಕವಾಗಿದ್ದು ಯುವಜನರು ಇವುಗಳಿಂದ ದೂರವಿರಬೇಕು ಎಂದು ಶಿವನಂಜಪ್ಪ ಕರೆ ನೀಡಿದರು. ವಿಶ್ವ ತಂಬಾಕು ರಹಿತ ದಿನಾಚರಣೆಯ ಅಂಗವಾಗಿ ಕಾಲೇಜಿನಲ್ಲಿ ಆಯೋಜಿಸಿದ್ದ ಜಾಗೃತಿ ಕಾರ್ಯಕ್ರಮದಲ್ಲಿ ಅವರು ಮಾತನಾಡಿದರು. ತಂಬಾಕು ಸೇವನೆಯಿಂದ ಕ್ಯಾನ್ಸರ್, ಹೃದಯ ಸಂಬಂಧಿ ಕಾಯಿಲೆ ಹಾಗೂ ಶ್ವಾಸಕೋಶದ ತೊಂದರೆಗಳು ಉಂಟಾಗುತ್ತವೆ. ಪ್ರತಿ ವರ್ಷ ಲಕ್ಷಾಂತರ ಜನರು ತಂಬಾಕು ಸಂಬಂಧಿ ರೋಗಗಳಿಂದ ಸಾವನ್ನಪ್ಪುತ್ತಿದ್ದಾರೆ ಎಂದು ತಿಳಿಸಿದರು. ವಿದ್ಯಾರ್ಥಿಗಳು ತಮ್ಮ ಕುಟುಂಬ ಹಾಗೂ ಸುತ್ತಮುತ್ತಲಿನವರಲ್ಲೂ ಜಾಗೃತಿ ಮೂಡಿಸಬೇಕು. ಸಾರ್ವಜನಿಕ ಸ್ಥಳಗಳಲ್ಲಿ ಧೂಮಪಾನ ನಿಷೇಧ ಕಾನೂನನ್ನು ಕಟ್ಟುನಿಟ್ಟಾಗಿ ಪಾಲಿಸಬೇಕು ಎಂದರು. ಆರೋಗ್ಯ ಇಲಾಖೆಯ ಅಧಿಕಾರಿಗಳು ತಂಬಾಕು ನಿಯಂತ್ರಣ ಕಾಯ್ದೆ ಕುರಿತು ಮಾಹಿತಿ ನೀಡಿದರು. ಶಾಲಾ ಕಾಲೇಜುಗಳ ನೂರು ಮೀಟರ್ ವ್ಯಾಪ್ತಿಯಲ್ಲಿ ತಂಬಾಕು ಉತ್ಪನ್ನಗಳ ಮಾರಾಟ ನಿಷೇಧಿಸಲಾಗಿದೆ. ನಿಯಮ ಉಲ್ಲಂಘಿಸಿದವರಿಗೆ ದಂಡ ವಿಧಿಸಲಾಗುವುದು ಎಂದು ತಿಳಿಸಿದರು. ಕಾರ್ಯಕ್ರಮದಲ್ಲಿ ಪ್ರಾಂಶುಪಾಲರು, ಉಪನ್ಯಾಸಕರು, ವಿದ್ಯಾರ್ಥಿಗಳು ಭಾಗವಹಿಸಿದ್ದರು. ನಂತರ ವಿದ್ಯಾರ್ಥಿಗಳು ತಂಬಾಕು ವಿರೋಧಿ ಪ್ರತಿಜ್ಞೆ ಸ್ವೀಕರಿಸಿದರು ಹಾಗೂ ಜಾಗೃತಿ ಜಾಥಾ ನಡೆಸಿದರು. xyxy=(8,425,246,548)
photo-dharmasthala xyxy=(588,1378,938,1486)
photo-nalvadi xyxy=(214,1208,374,1384)
body-monsoon xyxy=(744,100,938,286)
article-herbal xyxy=(744,294,938,586)
hline-1 xyxy=(8,380,739,381)
dateline-nalvadi: ಚಾಮರಾಜನಗರ : xyxy=(16,1208,63,1217)
photo-environment xyxy=(434,438,558,540)
